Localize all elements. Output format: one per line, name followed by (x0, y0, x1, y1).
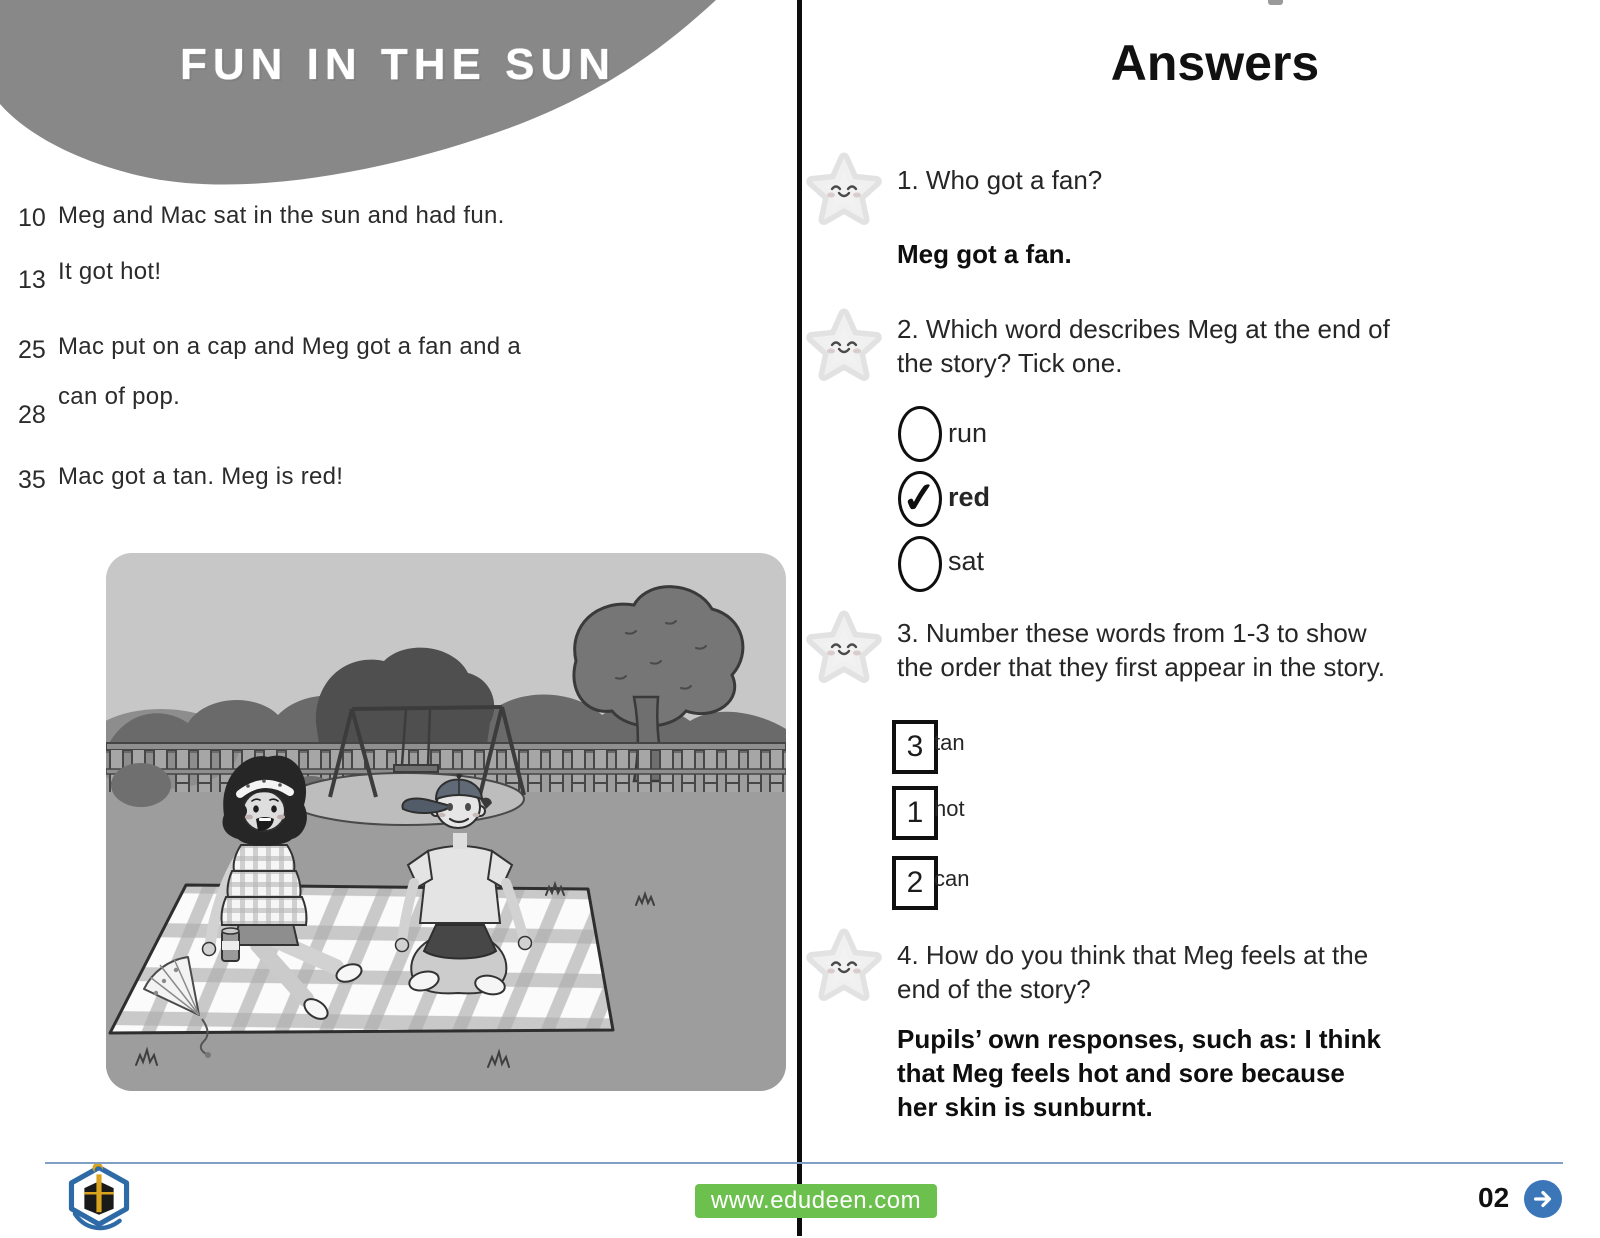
story-line: It got hot! (58, 258, 162, 285)
answers-title: Answers (1110, 35, 1320, 91)
page-title: FUN IN THE SUN (180, 40, 616, 89)
order-box-can: 2 (892, 856, 938, 910)
star-icon (806, 152, 882, 228)
pop-can (222, 928, 239, 961)
word-count: 25 (18, 336, 46, 364)
header-wave (0, 0, 797, 205)
answer-1: Meg got a fan. (897, 239, 1072, 269)
edudeen-logo (56, 1164, 142, 1238)
story-line: Mac got a tan. Meg is red! (58, 463, 344, 490)
arrow-right-icon (1532, 1188, 1554, 1210)
option-label-red: red (948, 482, 991, 512)
tick-mark: ✓ (900, 472, 940, 522)
word-count: 35 (18, 466, 46, 494)
footer-rule (45, 1162, 1563, 1164)
question-2: 2. Which word describes Meg at the end of the story? Tick one. (897, 314, 1390, 378)
order-word-can: can (934, 866, 970, 891)
word-count: 10 (18, 204, 46, 232)
order-word-tan: tan (934, 730, 965, 755)
tick-circle-red (898, 471, 942, 527)
next-page-button[interactable] (1524, 1180, 1562, 1218)
tick-circle-sat (898, 536, 942, 592)
website-url[interactable]: www.edudeen.com (710, 1187, 922, 1214)
story-line: Meg and Mac sat in the sun and had fun. (58, 202, 505, 229)
story-line: can of pop. (58, 383, 181, 410)
question-3: 3. Number these words from 1-3 to show the order that they first appear in the story. (897, 618, 1385, 682)
option-label-run: run (948, 418, 988, 448)
story-line: Mac put on a cap and Meg got a fan and a (58, 333, 521, 360)
order-box-hot: 1 (892, 786, 938, 840)
question-1: 1. Who got a fan? (897, 165, 1103, 195)
word-count: 28 (18, 401, 46, 429)
tick-circle-run (898, 406, 942, 462)
answer-4: Pupils’ own responses, such as: I think that Meg feels hot and sore because her skin is sunburnt. (897, 1024, 1382, 1122)
page-number: 02 (1478, 1182, 1510, 1213)
star-icon (806, 928, 882, 1004)
website-banner[interactable] (695, 1184, 937, 1218)
order-box-tan: 3 (892, 720, 938, 774)
star-icon (806, 610, 882, 686)
option-label-sat: sat (948, 546, 985, 576)
order-word-hot: hot (934, 796, 965, 821)
question-4: 4. How do you think that Meg feels at the end of the story? (897, 940, 1369, 1004)
word-count: 13 (18, 266, 46, 294)
answers-page (802, 0, 1600, 1236)
star-icon (806, 308, 882, 384)
story-page (0, 0, 797, 1236)
story-illustration (106, 553, 786, 1091)
